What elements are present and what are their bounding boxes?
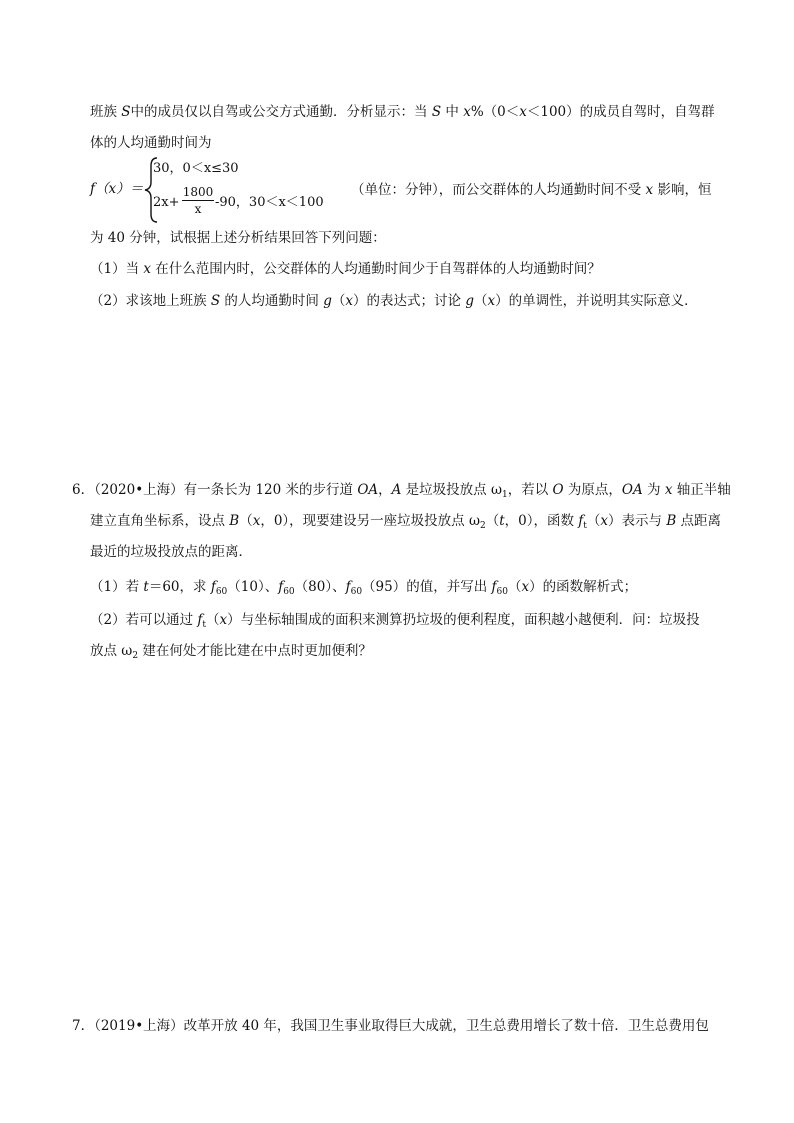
var-x: x — [519, 104, 527, 120]
fx-label: f（x）＝ — [90, 181, 144, 197]
text: （2）若可以通过 — [90, 612, 198, 628]
text: （ — [586, 513, 601, 529]
fraction-1800-over-x — [181, 184, 215, 217]
case-1: 30，0＜x≤30 — [153, 161, 239, 176]
case-2-part-b: -90，30＜x＜100 — [215, 195, 324, 210]
var-g: g — [323, 293, 332, 309]
var-x: x — [645, 182, 654, 198]
text: （单位：分钟），而公交群体的人均通勤时间不受 — [351, 182, 646, 198]
text: （ — [239, 513, 253, 529]
var-b: B — [666, 513, 677, 529]
text: （ — [473, 293, 488, 309]
p6-question-1 — [90, 577, 637, 602]
text: ，0），函数 — [504, 513, 579, 529]
var-f: f — [197, 612, 203, 628]
subscript: 1 — [501, 490, 508, 500]
text: 建立直角坐标系，设点 — [90, 513, 230, 529]
var-x: x — [521, 579, 530, 595]
text: 最近的垃圾投放点的距离． — [90, 544, 252, 560]
subscript: 60 — [283, 587, 295, 597]
after-cases-text — [351, 180, 711, 200]
p6-question-2-line-1 — [90, 610, 700, 635]
text: ）与坐标轴围成的面积来测算扔垃圾的便利程度，面积越小越便利．问：垃圾投 — [227, 612, 700, 628]
var-x: x — [463, 104, 471, 120]
var-f: f — [210, 579, 216, 595]
text: 点距离 — [676, 513, 722, 529]
var-t: t — [499, 513, 505, 529]
text: （1）若 — [90, 579, 144, 595]
p6-line-2 — [90, 511, 721, 536]
var-f: f — [345, 579, 351, 595]
var-x: x — [487, 293, 496, 309]
text: ）的表达式；讨论 — [353, 293, 466, 309]
var-f: f — [278, 579, 284, 595]
var-x: x — [143, 261, 152, 277]
text: （ — [206, 612, 220, 628]
text: 班族 — [90, 104, 122, 120]
p5-question-1 — [90, 259, 601, 279]
var-g: g — [465, 293, 474, 309]
text: 轴正半轴 — [672, 482, 731, 498]
text: 放点 ω — [90, 643, 133, 659]
var-t: t — [143, 579, 149, 595]
subscript: t — [583, 521, 587, 531]
var-o: O — [552, 482, 564, 498]
text: %（0＜ — [470, 104, 520, 120]
var-x: x — [600, 513, 609, 529]
text: （95）的值，并写出 — [362, 579, 492, 595]
p5-line-3 — [90, 228, 386, 248]
subscript: 60 — [350, 587, 363, 597]
var-s: S — [431, 104, 442, 120]
text: （ — [485, 513, 500, 529]
text: （ — [331, 293, 346, 309]
p5-line-1 — [90, 102, 715, 122]
text: ）的单调性，并说明其实际意义． — [495, 293, 698, 309]
text: 在什么范围内时，公交群体的人均通勤时间少于自驾群体的人均通勤时间？ — [151, 261, 601, 277]
var-a: A — [391, 482, 402, 498]
text: 是垃圾投放点 ω — [401, 482, 502, 498]
text: （80）、 — [294, 579, 346, 595]
var-f: f — [578, 513, 584, 529]
var-oa: OA — [357, 482, 379, 498]
var-oa: OA — [621, 482, 643, 498]
text: ，0），现要建设另一座垃圾投放点 ω — [260, 513, 480, 529]
text: 中的成员仅以自驾或公交方式通勤．分析显示：当 — [130, 104, 432, 120]
fraction-numerator: 1800 — [182, 185, 214, 199]
p5-line-2 — [90, 133, 212, 153]
subscript: 2 — [132, 651, 139, 661]
text: ）表示与 — [608, 513, 667, 529]
text: 的人均通勤时间 — [220, 293, 324, 309]
text: 6．（2020•上海）有一条长为 120 米的步行道 — [72, 482, 358, 498]
var-x: x — [345, 293, 354, 309]
var-x: x — [664, 482, 673, 498]
case-2-part-a: 2x+ — [153, 195, 180, 210]
text: 7．（2019•上海）改革开放 40 年，我国卫生事业取得巨大成就，卫生总费用增长了数十倍．卫生总费用包 — [72, 1018, 709, 1034]
subscript: 60 — [496, 587, 508, 597]
var-x: x — [252, 513, 261, 529]
text: （ — [507, 579, 522, 595]
text: 为 — [642, 482, 665, 498]
subscript: 60 — [215, 587, 228, 597]
text: 为原点， — [563, 482, 622, 498]
text: 中 — [441, 104, 464, 120]
text: （1）当 — [90, 261, 144, 277]
var-s: S — [210, 293, 221, 309]
fraction-denominator: x — [194, 202, 202, 216]
p6-question-2-line-2 — [90, 641, 372, 666]
p6-line-3 — [90, 542, 252, 562]
text: 建在何处才能比建在中点时更加便利？ — [138, 643, 372, 659]
text: ＝60，求 — [148, 579, 211, 595]
p5-question-2 — [90, 291, 698, 311]
var-s: S — [121, 104, 131, 120]
text: （10）、 — [227, 579, 279, 595]
var-f: f — [491, 579, 497, 595]
text: ， — [378, 482, 392, 498]
p7-line-1 — [72, 1016, 709, 1036]
p6-line-1 — [72, 480, 731, 505]
subscript: t — [202, 620, 207, 630]
text: ）的函数解析式； — [529, 579, 638, 595]
text: 影响，恒 — [653, 182, 712, 198]
text: ＜100）的成员自驾时，自驾群 — [526, 104, 715, 120]
text: ，若以 — [507, 482, 553, 498]
var-b: B — [229, 513, 240, 529]
subscript: 2 — [479, 521, 486, 531]
text: （2）求该地上班族 — [90, 293, 211, 309]
text: 体的人均通勤时间为 — [90, 135, 212, 151]
text: 为 40 分钟，试根据上述分析结果回答下列问题： — [90, 230, 386, 246]
var-x: x — [219, 612, 228, 628]
